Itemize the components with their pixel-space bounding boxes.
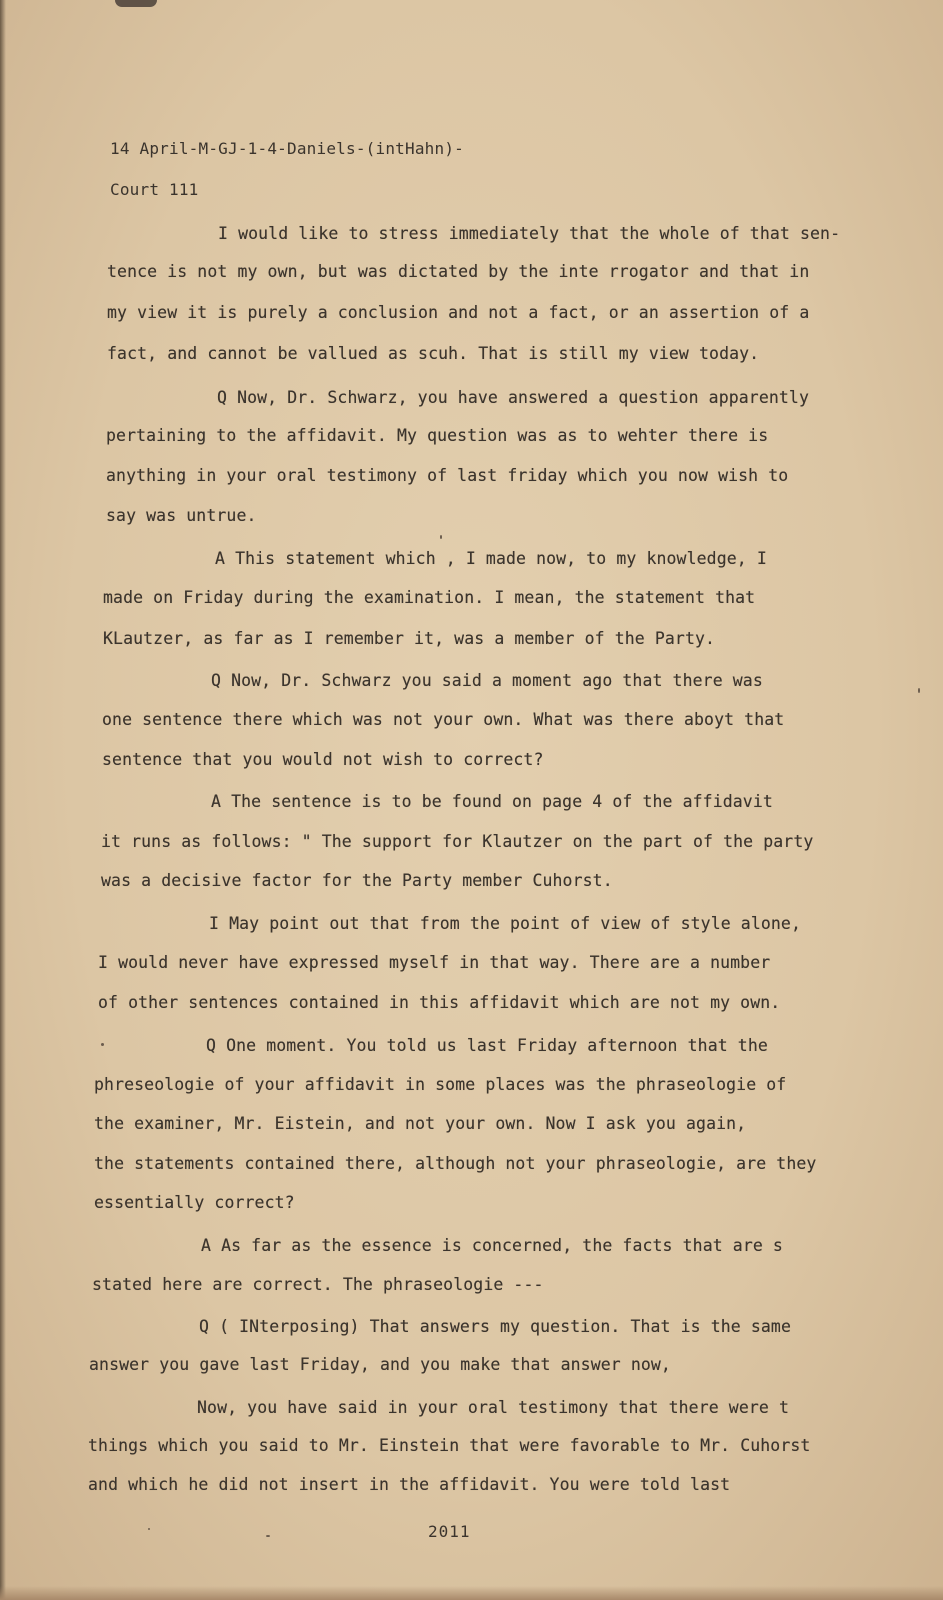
page-edge-shadow [0,0,6,1600]
court-label: Court 111 [110,180,199,199]
text-line: say was untrue. [106,506,257,525]
text-line: A This statement which , I made now, to my knowledge, I [215,549,767,568]
text-line: I would never have expressed myself in that way. There are a number [98,953,771,972]
text-line: stated here are correct. The phraseologie --- [92,1275,544,1294]
ink-speck [440,535,442,539]
text-line: one sentence there which was not your own. What was there aboyt that [102,710,785,729]
text-line: Q Now, Dr. Schwarz, you have answered a question apparently [217,388,809,407]
text-line: anything in your oral testimony of last friday which you now wish to [106,466,789,485]
text-line: Q ( INterposing) That answers my question. That is the same [199,1317,791,1336]
page-bottom-edge [0,1586,943,1600]
ink-speck [101,1043,104,1046]
text-line: essentially correct? [94,1193,295,1212]
text-line: I May point out that from the point of view of style alone, [209,914,801,933]
text-line: made on Friday during the examination. I mean, the statement that [103,588,756,607]
document-reference: 14 April-M-GJ-1-4-Daniels-(intHahn)- [110,139,464,158]
text-line: Now, you have said in your oral testimony that there were t [197,1398,789,1417]
text-line: Q Now, Dr. Schwarz you said a moment ago that there was [211,671,763,690]
text-line: the examiner, Mr. Eistein, and not your own. Now I ask you again, [94,1114,747,1133]
text-line: KLautzer, as far as I remember it, was a member of the Party. [103,629,716,648]
corner-ink-mark [115,0,157,7]
text-line: was a decisive factor for the Party member Cuhorst. [101,871,613,890]
text-line: fact, and cannot be vallued as scuh. That is still my view today. [107,344,760,363]
text-line: of other sentences contained in this affidavit which are not my own. [98,993,781,1012]
text-line: it runs as follows: " The support for Klautzer on the part of the party [101,832,814,851]
ink-speck [918,688,920,693]
text-line: my view it is purely a conclusion and not a fact, or an assertion of a [107,303,810,322]
text-line: A The sentence is to be found on page 4 of the affidavit [211,792,773,811]
text-line: and which he did not insert in the affidavit. You were told last [88,1475,731,1494]
text-line: pertaining to the affidavit. My question was as to wehter there is [106,426,769,445]
page-number: 2011 [428,1522,471,1541]
ink-speck [266,1535,270,1537]
text-line: I would like to stress immediately that the whole of that sen- [218,224,841,243]
text-line: A As far as the essence is concerned, the facts that are s [201,1236,783,1255]
text-line: tence is not my own, but was dictated by the inte rrogator and that in [107,262,810,281]
text-line: answer you gave last Friday, and you make that answer now, [89,1355,671,1374]
text-line: phreseologie of your affidavit in some places was the phraseologie of [94,1075,787,1094]
text-line: sentence that you would not wish to correct? [102,750,544,769]
text-line: the statements contained there, although not your phraseologie, are they [94,1154,817,1173]
text-line: things which you said to Mr. Einstein that were favorable to Mr. Cuhorst [88,1436,811,1455]
text-line: Q One moment. You told us last Friday afternoon that the [206,1036,768,1055]
ink-speck [148,1528,150,1530]
